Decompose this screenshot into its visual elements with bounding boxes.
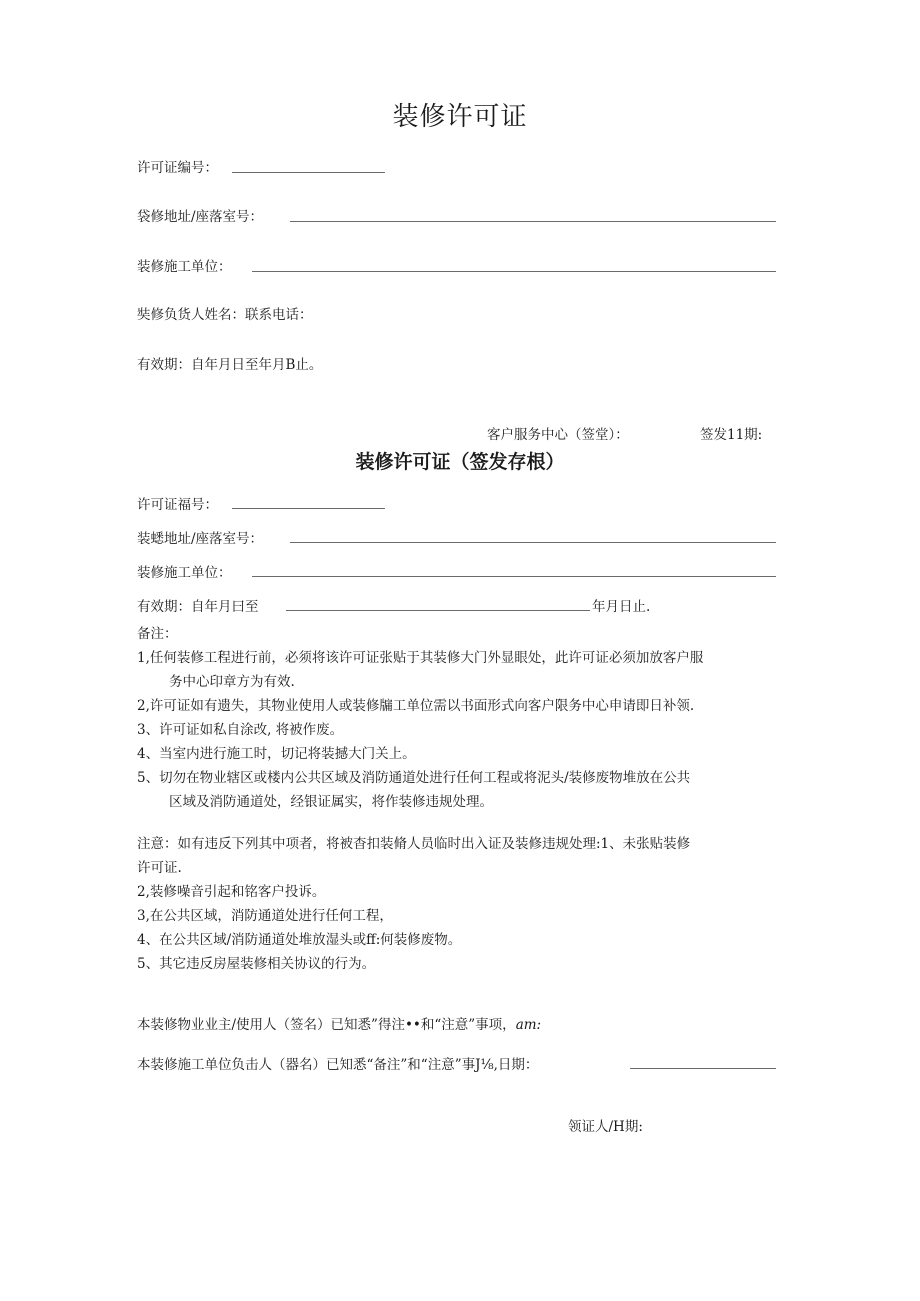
stub-address-label: 装蟋地址/座落室号： xyxy=(137,531,264,547)
stub-validity-line[interactable] xyxy=(286,610,590,611)
notice-item-4: 4、在公共区域/消防通道处堆放湿头或ff:何装修废物。 xyxy=(137,932,462,948)
stub-title: 装修许可证（签发存根） xyxy=(355,451,565,473)
address-line[interactable] xyxy=(290,221,776,222)
stub-validity-end: 年月日止. xyxy=(592,599,651,615)
contractor-date-line[interactable] xyxy=(630,1068,776,1069)
notice-section xyxy=(137,832,787,976)
permit-number-label: 许可证编号： xyxy=(137,160,218,176)
notice-item-2: 2,装修噪音引起和铭客户投诉。 xyxy=(137,884,326,900)
issue-date-label: 签发11期: xyxy=(700,427,763,443)
address-label: 袋修地址/座落室号： xyxy=(137,209,264,225)
stub-permit-number-line[interactable] xyxy=(232,508,385,509)
remarks-section xyxy=(137,622,787,814)
contractor-label: 装修施工单位： xyxy=(137,259,232,275)
responsible-person-label: 奘修负货人姓名：联系电话： xyxy=(137,307,313,323)
remark-item-5-cont: 区域及消防通道处，经银证属实，将作装修违规处理。 xyxy=(169,794,493,810)
remark-item-2: 2,许可证如有遗失，其物业使用人或装修牖工单位需以书面形式向客户限务中心申请即日补领. xyxy=(137,698,695,714)
owner-ack-suffix: am: xyxy=(515,1017,542,1033)
stub-contractor-line[interactable] xyxy=(252,576,776,577)
notice-item-5: 5、其它违反房屋装修相关协议的行为。 xyxy=(137,956,376,972)
remark-item-4: 4、当室内进行施工时，切记将装撼大门关上。 xyxy=(137,746,416,762)
stub-contractor-label: 装修施工单位： xyxy=(137,565,232,581)
notice-intro-cont: 许可证. xyxy=(137,860,182,876)
permit-number-line[interactable] xyxy=(232,172,385,173)
permit-title: 装修许可证 xyxy=(392,102,528,132)
owner-acknowledgement xyxy=(137,1013,541,1033)
remark-item-1: 1,任何装修工程进行前，必须将该许可证张贴于其装修大门外显眼处，此许可证必须加放客户服 xyxy=(137,650,704,666)
remarks-heading: 备注： xyxy=(137,626,178,642)
remark-item-3: 3、许可证如私自涂改, 将被作废。 xyxy=(137,722,344,738)
stub-address-line[interactable] xyxy=(290,542,776,543)
validity-period: 有效期：自年月日至年月B止。 xyxy=(137,357,323,373)
contractor-acknowledgement: 本装修施工单位负击人（器名）已知悉“备注”和“注意”事J⅛,日期： xyxy=(137,1057,539,1073)
stub-permit-number-label: 许可证福号： xyxy=(137,497,218,513)
stub-validity-start: 有效期：自年月曰至 xyxy=(137,599,259,615)
notice-item-3: 3,在公共区域，消防通道处进行任何工程， xyxy=(137,908,393,924)
remark-item-1-cont: 务中心印章方为有效. xyxy=(169,674,295,690)
service-center-signature: 客户服务中心（签堂）： xyxy=(487,427,629,443)
receiver-date-label: 领证人/H期: xyxy=(568,1119,643,1135)
contractor-line[interactable] xyxy=(252,271,776,272)
notice-intro: 注意：如有违反下列其中项者，将被杳扣装脩人员临时出入证及装修违规处理:1、未张贴装修 xyxy=(137,836,691,852)
owner-ack-text: 本装修物业业主/使用人（签名）已知悉”得注••和“注意”事项， xyxy=(137,1017,516,1033)
remark-item-5: 5、切勿在物业辖区或楼内公共区域及消防通道处进行任何工程或将泥头/装修废物堆放在公共 xyxy=(137,770,691,786)
